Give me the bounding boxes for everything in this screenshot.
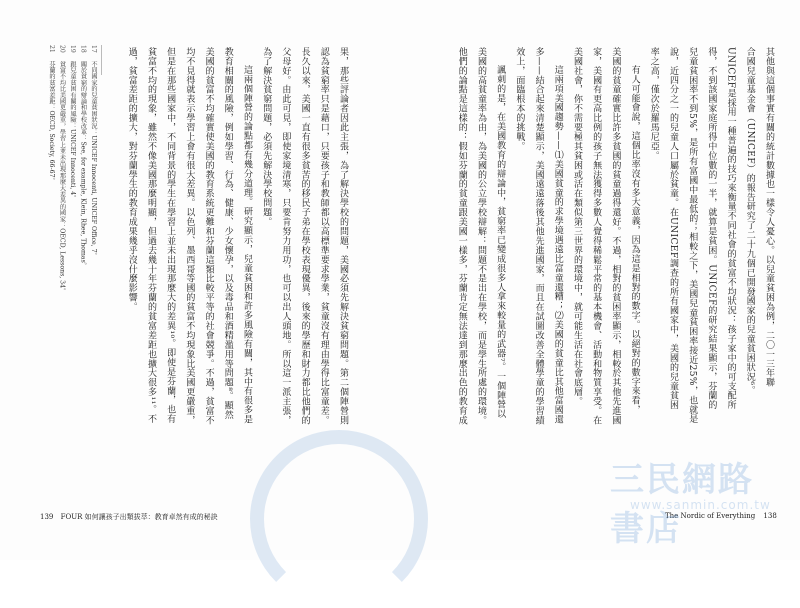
watermark-text: 三民網路書店: [610, 460, 754, 549]
right-page-footer: [665, 512, 777, 520]
chapter-label: FOUR: [60, 513, 83, 521]
footnote: [46, 45, 57, 294]
left-page-body: [122, 47, 352, 432]
left-page-footer: [40, 512, 218, 522]
text-column: 但是在那些國家中，不同背景的學生在學習上並未出現那麼大的差異¹⁰。即使是芬蘭，也有: [165, 47, 176, 424]
page-number: 138: [763, 512, 777, 520]
footnote: [56, 45, 67, 294]
footnote-text: 芬蘭的貧富差距：OECD, Society, 66-67。: [48, 60, 55, 184]
text-column: 家，美國有更高比例的孩子無法獲得多數人覺得稀鬆平常的基本機會、活動和物質享受。在: [591, 47, 602, 425]
text-column: 貧富不均的現象，雖然不像美國那麼明顯，但過去幾十年芬蘭的貧富差距也擴大很多¹¹。不: [145, 47, 156, 424]
footnote-text: 不同國家的兒童貧困狀況：UNICEF Innocenti, UNICEF Office, 7。: [90, 60, 97, 259]
text-column: 合國兒童基金會（UNICEF）的報告研究了二十九個已開發國家的兒童貧困狀況⁶。: [744, 47, 755, 395]
text-column: 有人可能會說，這個比率沒有多大意義，因為這是相對的數字。以絕對的數字來看，: [629, 65, 640, 415]
text-column: 認為貧窮率只是藉口，只要孩子和教師都以高標準要求學業，貧童沒有理由學得比富童差。: [318, 47, 329, 425]
footnote: [67, 45, 78, 294]
text-column: 長久以來，美國一直有很多貧苦的移民子弟在學校表現優異，後來的學歷和財力都比他們的: [299, 47, 310, 425]
watermark: [250, 440, 771, 549]
footnote-text: 貧富不均比美國更嚴重，學習上並未出現那麼大差異的國家：OECD, Lessons, 34。: [58, 60, 66, 295]
text-column: 為了解決貧窮問題，必須先解決學校問題。: [261, 47, 272, 227]
text-column: 教育相關的風險，例如學習、行為、健康、少女懷孕，以及毒品和酒精濫用等問題⁸。顯然: [222, 47, 233, 420]
right-page-body: [452, 47, 778, 432]
footnote-number: 17: [90, 45, 97, 53]
text-column: 美國的高貧童率為由，為美國的公立學校辯解：問題不是出在學校，而是學生所處的環境。: [475, 47, 486, 425]
watermark-url: www.sanmin.com.tw: [630, 498, 771, 512]
text-column: 美國的貧童確實比許多貧國的貧童過得還好。不過，相對的貧困率顯示，相較於其他先進國: [610, 47, 621, 425]
text-column: 過，貧富差距的擴大，對芬蘭學生的教育成果幾乎沒什麼影響。: [126, 47, 137, 312]
text-column: 他們的論點是這樣的：假如芬蘭的貧童跟美國一樣多，芬蘭肯定無法達到那麼出色的教育成: [456, 47, 467, 425]
footnote-divider: [101, 45, 102, 75]
text-column: 這兩個陣營的論點都有幾分道理。研究顯示，兒童貧困和許多風險有關，其中有很多是: [241, 65, 252, 425]
text-column: 效上，面臨根本的挑戰。: [514, 47, 525, 151]
text-column: 諷刺的是，在美國教育的辯論中，貧窮率已變成很多人拿來較量的武器⁷。一個陣營以: [495, 65, 506, 419]
footnote-number: 21: [48, 45, 55, 53]
text-column: 美國社會，你不需要極其貧困或活在類似第三世界的環境中，就可能生活在社會底層。: [571, 47, 582, 407]
text-column: 率之高，僅次於羅馬尼亞。: [648, 47, 659, 161]
text-column: 說，近四分之一的兒童人口屬於貧童。在UNICEF調查的所有國家中，美國的兒童貧困: [667, 47, 678, 410]
text-column: 其他與這個事實有關的統計數據也一樣令人憂心。以兒童貧困為例，二〇一三年聯: [764, 47, 774, 388]
page-number: 139: [40, 513, 54, 521]
text-column: 均不見得就表示學習上會有很大差異。以色列、墨西哥等國的貧富不均現象比美國更嚴重，: [184, 47, 195, 425]
footnote-number: 19: [69, 45, 76, 53]
footnotes: [46, 45, 99, 294]
text-column: UNICEF是採用一種普遍的技巧來衡量不同社會的貧富不均狀況：孩子家中的可支配所: [725, 47, 736, 410]
footnote: [88, 45, 99, 294]
text-column: 兒童貧困率不到5%，是所有富國中最低的；相較之下，美國兒童貧困率接近25%，也就是: [687, 47, 698, 424]
footnote-text: 跟兒童貧困有關的風險：UNICEF Innocenti, 4。: [69, 60, 76, 202]
footnote-text: 關於貧窮的辯論和學校改革：See, for example, Klein, Rhee, Thomas。: [79, 60, 87, 269]
footnote: [77, 45, 88, 294]
footnote-number: 20: [58, 45, 66, 53]
watermark-logo-icon: [250, 430, 428, 608]
text-column: 多——結合起來清楚顯示，美國遠遠落後其他先進國家，而且在試圖改善全體學童的學習績: [533, 47, 544, 425]
text-column: 這兩項美國趨勢——⑴美國貧童的求學境遇遠比富童還糟；⑵美國的貧童比其他富國還: [552, 65, 563, 425]
text-column: 父母好。由此可見，即使家境清寒，只要肯努力用功，也可以出人頭地。所以這一派主張，: [280, 47, 291, 425]
text-column: 美國的貧富不均確實使美國的教育系統更難和芬蘭這類比較平等的社會競爭。不過，貧富不: [203, 47, 214, 425]
footnote-number: 18: [79, 45, 87, 53]
running-title: The Nordic of Everything: [665, 512, 756, 520]
running-title: 如何讓孩子出類拔萃：教育卓然有成的秘訣: [84, 513, 218, 521]
text-column: 得，不到該國家庭所得中位數的一半，就算是貧困。UNICEF的研究結果顯示，芬蘭的: [706, 47, 717, 410]
text-column: 果，那些評論者因此主張，為了解決學校的問題，美國必須先解決貧窮問題。第二個陣營則: [338, 47, 348, 425]
